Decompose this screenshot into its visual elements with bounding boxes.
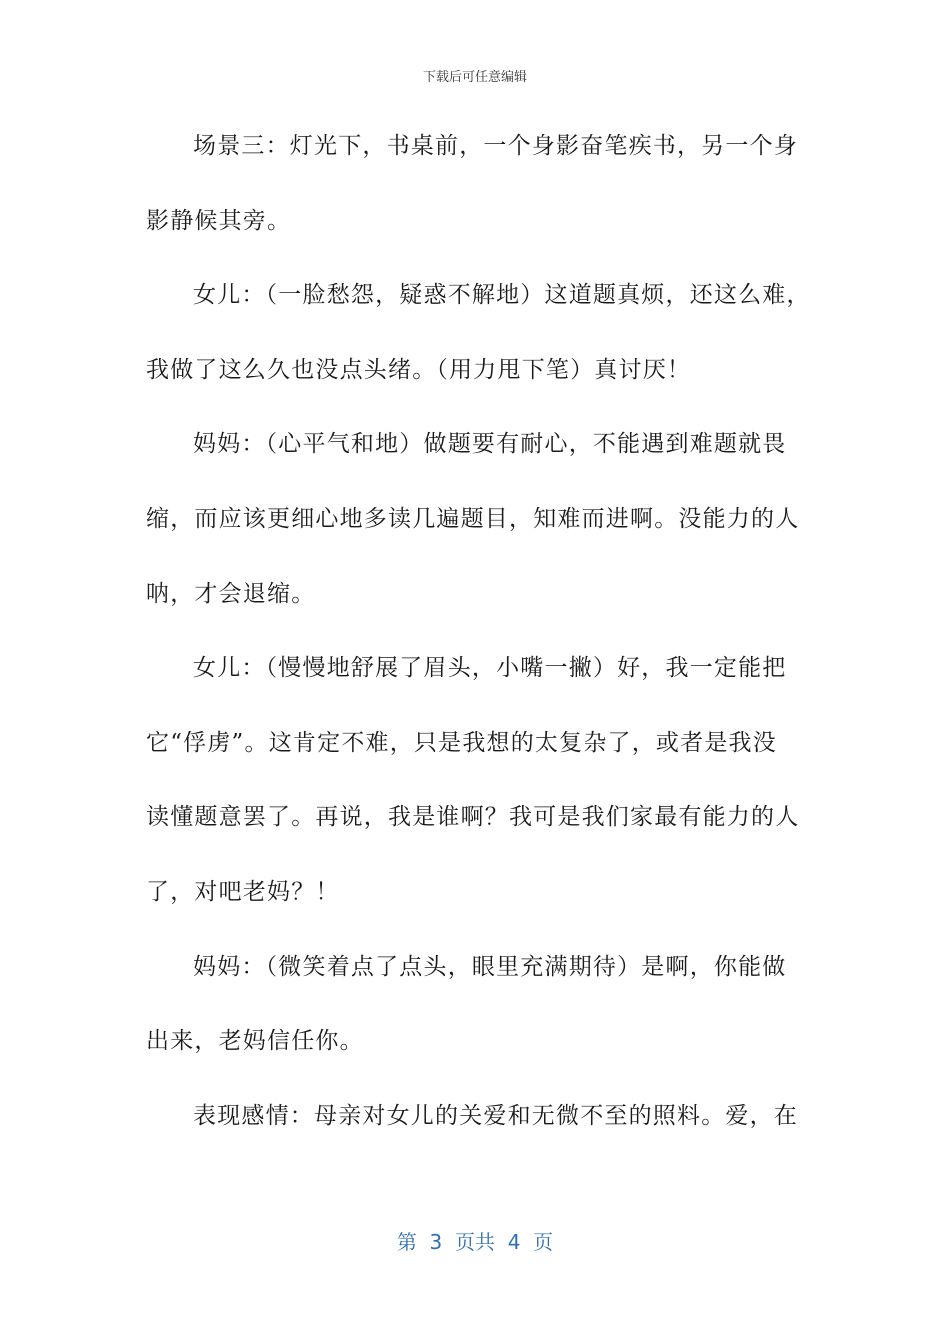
text-line: 影静候其旁。 [146,207,292,234]
text-line: 表现感情：母亲对女儿的关爱和无微不至的照料。爱，在 [193,1102,798,1129]
text-line: 妈妈：（心平气和地）做题要有耐心，不能遇到难题就畏 [193,431,787,458]
text-line: 读懂题意罢了。再说，我是谁啊？我可是我们家最有能力的人 [146,804,800,831]
text-line: 呐，才会退缩。 [146,580,316,607]
text-line: 它“俘虏”。这肯定不难，只是我想的太复杂了，或者是我没 [146,729,777,756]
text-line: 了，对吧老妈？！ [146,878,340,905]
text-line: 女儿：（一脸愁怨，疑惑不解地）这道题真烦，还这么难， [193,282,811,309]
text-line: 我做了这么久也没点头绪。（用力甩下笔）真讨厌！ [146,356,692,383]
text-line: 场景三：灯光下，书桌前，一个身影奋笔疾书，另一个身 [193,133,798,159]
page-header-note: 下载后可任意编辑 [422,70,527,85]
text-line: 女儿：（慢慢地舒展了眉头，小嘴一撇）好，我一定能把 [193,655,787,682]
text-line: 出来，老妈信任你。 [146,1028,364,1055]
document-body [146,121,811,1165]
text-line: 缩，而应该更细心地多读几遍题目，知难而进啊。没能力的人 [146,505,800,532]
text-line: 妈妈：（微笑着点了点头，眼里充满期待）是啊，你能做 [193,953,787,980]
page-number-footer: 第 3 页共 4 页 [396,1230,554,1254]
